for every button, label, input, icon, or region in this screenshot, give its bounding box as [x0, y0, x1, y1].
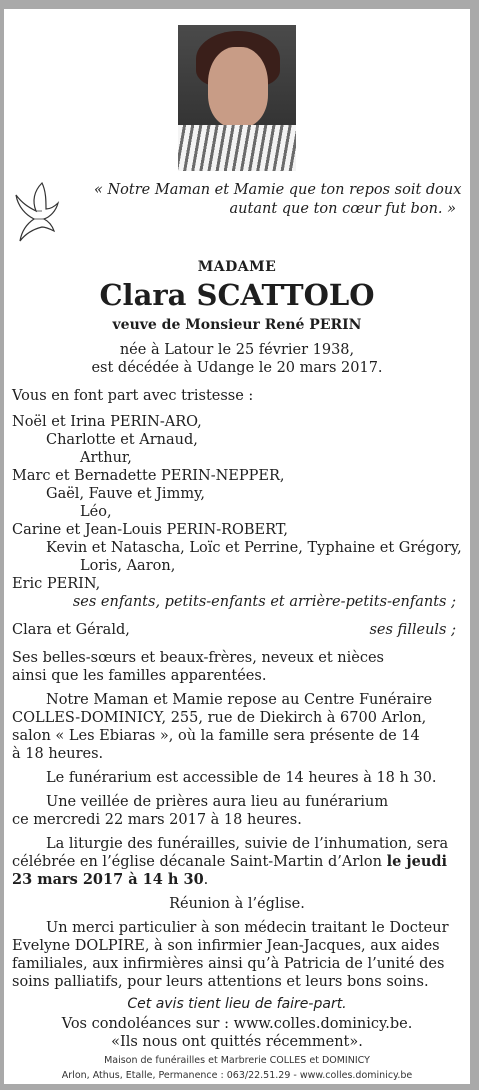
- repose-line: à 18 heures.: [12, 746, 104, 762]
- liturgy-text: célébrée en l’église décanale Saint-Martin d’Arlon: [12, 854, 387, 870]
- family-line: Loris, Aaron,: [80, 558, 176, 574]
- birth-line: née à Latour le 25 février 1938,: [119, 342, 355, 358]
- thanks-line: soins palliatifs, pour leurs attentions et leurs bons soins.: [12, 974, 429, 990]
- portrait-photo: [178, 25, 296, 171]
- faire-part-notice: Cet avis tient lieu de faire-part.: [127, 996, 347, 1012]
- liturgy-date-bold: le jeudi: [386, 853, 448, 870]
- dove-icon: [12, 181, 62, 249]
- family-line: Gaël, Fauve et Jimmy,: [46, 486, 205, 502]
- repose-line: salon « Les Ebiaras », où la famille sera présente de 14: [12, 728, 420, 744]
- family-line: Eric PERIN,: [12, 576, 101, 592]
- family-line: Noël et Irina PERIN-ARO,: [12, 414, 202, 430]
- footer-line: Maison de funérailles et Marbrerie COLLES et DOMINICY: [104, 1055, 370, 1066]
- family-line: Marc et Bernadette PERIN-NEPPER,: [12, 468, 285, 484]
- death-line: est décédée à Udange le 20 mars 2017.: [91, 360, 383, 376]
- vigil-line: Une veillée de prières aura lieu au funérarium: [46, 794, 389, 810]
- liturgy-line: La liturgie des funérailles, suivie de l’inhumation, sera: [46, 836, 449, 852]
- liturgy-line: [12, 871, 208, 889]
- liturgy-line: [12, 853, 447, 871]
- family-line: Carine et Jean-Louis PERIN-ROBERT,: [12, 522, 288, 538]
- repose-line: Notre Maman et Mamie repose au Centre Funéraire: [46, 692, 433, 708]
- quote-line: « Notre Maman et Mamie que ton repos soit doux: [94, 182, 462, 198]
- funerarium-hours: Le funérarium est accessible de 14 heures à 18 h 30.: [46, 770, 437, 786]
- condolences-line: Vos condoléances sur : www.colles.dominicy.be.: [61, 1016, 413, 1032]
- vigil-line: ce mercredi 22 mars 2017 à 18 heures.: [12, 812, 302, 828]
- family-role: ses enfants, petits-enfants et arrière-petits-enfants ;: [72, 594, 456, 610]
- deceased-name: Clara SCATTOLO: [99, 278, 375, 312]
- godchildren-names: Clara et Gérald,: [12, 622, 130, 638]
- liturgy-text: .: [203, 872, 209, 888]
- liturgy-date-bold: 23 mars 2017 à 14 h 30: [12, 871, 204, 888]
- family-line: Arthur,: [80, 450, 132, 466]
- thanks-line: familiales, aux infirmières ainsi qu’à Patricia de l’unité des: [12, 956, 445, 972]
- death-notice-card: [4, 9, 470, 1084]
- family-line: Charlotte et Arnaud,: [46, 432, 198, 448]
- church-meeting: Réunion à l’église.: [169, 896, 305, 912]
- family-line: Kevin et Natascha, Loïc et Perrine, Typhaine et Grégory,: [46, 540, 462, 556]
- thanks-line: Un merci particulier à son médecin traitant le Docteur: [46, 920, 449, 936]
- recently-left-line: «Ils nous ont quittés récemment».: [111, 1034, 363, 1050]
- godchildren-role: ses filleuls ;: [369, 622, 456, 638]
- family-line: Léo,: [80, 504, 112, 520]
- widow-of: veuve de Monsieur René PERIN: [112, 317, 362, 333]
- quote: [94, 181, 462, 219]
- thanks-line: Evelyne DOLPIRE, à son infirmier Jean-Jacques, aux aides: [12, 938, 440, 954]
- footer-line: Arlon, Athus, Etalle, Permanence : 063/22.51.29 - www.colles.dominicy.be: [61, 1070, 413, 1081]
- title-madame: MADAME: [197, 259, 277, 275]
- repose-line: COLLES-DOMINICY, 255, rue de Diekirch à 6700 Arlon,: [12, 710, 427, 726]
- siblings-line: Ses belles-sœurs et beaux-frères, neveux et nièces: [12, 650, 384, 666]
- quote-line: autant que ton cœur fut bon. »: [229, 201, 456, 217]
- intro-text: Vous en font part avec tristesse :: [12, 388, 254, 404]
- birth-death-dates: [4, 341, 470, 377]
- siblings-line: ainsi que les familles apparentées.: [12, 668, 267, 684]
